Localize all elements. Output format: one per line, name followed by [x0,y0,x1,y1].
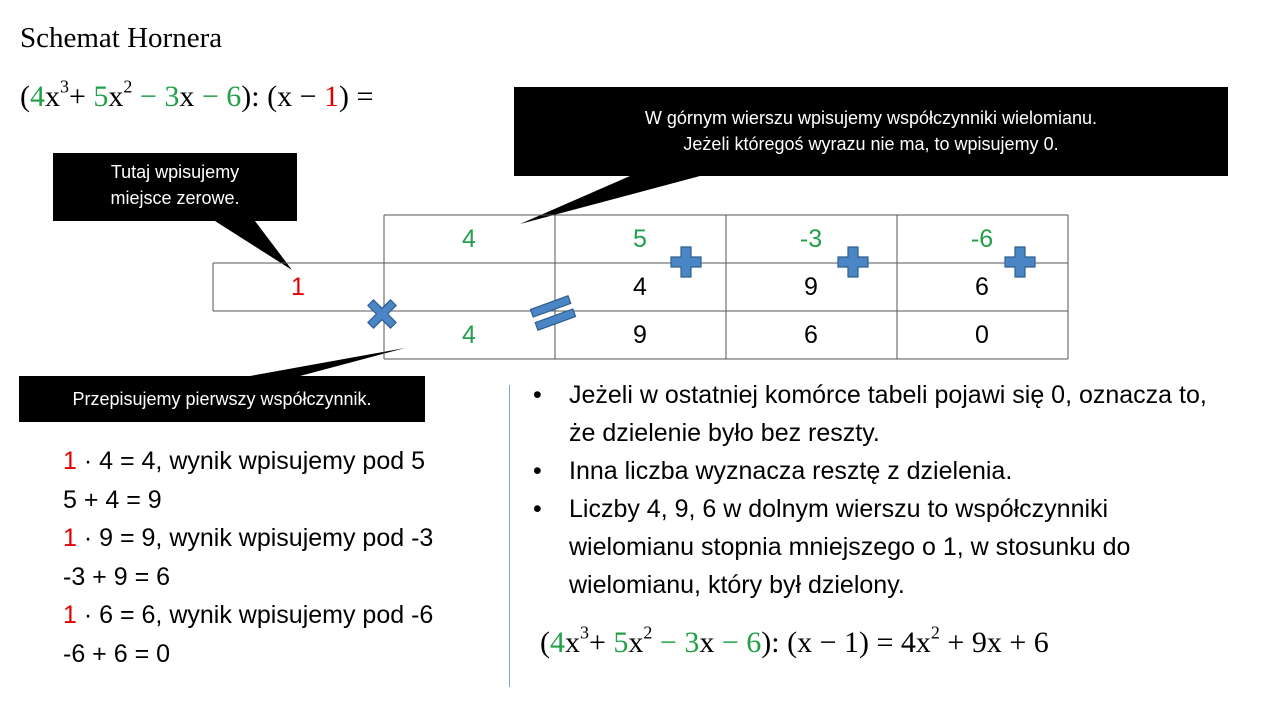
exp-result: 2 [930,622,940,643]
middle-cell: 6 [975,273,989,301]
column-divider [509,385,510,687]
bottom-cell: 9 [633,321,647,349]
step-line [63,442,433,481]
bottom-cell: 4 [462,321,476,349]
callout-text: W górnym wierszu wpisujemy współczynniki wielomianu. [644,108,1098,128]
callout-text: miejsce zerowe. [110,188,240,208]
eq-minus: − [194,80,227,113]
slide-title: Schemat Hornera [20,22,223,54]
step-line [63,596,433,635]
step-line [63,519,433,558]
step-text: · 4 = 4, wynik wpisujemy pod 5 [76,447,425,475]
explanation-bullets [533,376,1233,604]
eq-x: x [699,626,715,659]
eq-result: ): (x − 1) = 4x [761,626,931,659]
step-text: -3 + 9 = 6 [63,562,171,591]
eq-x: x [565,626,580,659]
step-line [63,558,433,597]
zero-cell: 1 [291,273,305,301]
coef-b: 5 [93,80,109,113]
bottom-cell: 6 [804,321,818,349]
step-line [63,481,433,520]
bullet-item: • Liczby 4, 9, 6 w dolnym wierszu to współczynniki wielomianu stopnia mniejszego o 1, w stosunku do wielomianu, który był dzielony. [533,490,1233,604]
eq-x: x [108,80,124,113]
eq-minus: − [132,80,165,113]
step-root: 1 [63,601,77,630]
top-cell: -3 [799,225,823,253]
calculation-steps [63,442,433,674]
eq-divisor: ): (x − [241,80,324,113]
step-line [63,635,433,674]
eq-minus: − [652,626,685,659]
callout-first-coefficient: Przepisujemy pierwszy współczynnik. [19,376,425,422]
step-text: · 9 = 9, wynik wpisujemy pod -3 [76,524,434,553]
top-cell: 5 [633,225,647,253]
coef-d: 6 [226,80,242,113]
exp-2: 2 [643,622,653,643]
result-equation [540,622,1049,660]
eq-root: 1 [324,80,339,113]
step-text: -6 + 6 = 0 [63,639,171,668]
step-text: · 6 = 6, wynik wpisujemy pod -6 [76,601,434,630]
callout-text: Jeżeli któregoś wyrazu nie ma, to wpisujemy 0. [683,134,1059,154]
coef-d: 6 [746,626,762,659]
eq-paren: ( [540,626,550,659]
eq-plus: + [69,80,94,113]
eq-x: x [45,80,60,113]
coef-a: 4 [30,80,45,113]
top-cell: -6 [970,225,994,253]
eq-end: ) = [339,80,374,113]
exp-3: 3 [60,76,69,97]
bullet-item: • Inna liczba wyznacza resztę z dzielenia. [533,452,1233,490]
eq-x: x [628,626,644,659]
coef-c: 3 [164,80,180,113]
callout-text: Tutaj wpisujemy [110,162,240,182]
eq-paren: ( [20,80,30,113]
step-root: 1 [63,524,77,553]
eq-tail: + 9x + 6 [939,626,1049,659]
bullet-item: • Jeżeli w ostatniej komórce tabeli pojawi się 0, oznacza to, że dzielenie było bez reszty. [533,376,1233,452]
coef-a: 4 [550,626,565,659]
exp-2: 2 [123,76,133,97]
middle-cell: 4 [633,273,647,301]
eq-x: x [179,80,195,113]
eq-minus: − [714,626,747,659]
exp-3: 3 [580,622,589,643]
top-cell: 4 [462,225,476,253]
middle-cell: 9 [804,273,818,301]
bottom-cell: 0 [975,321,989,349]
eq-plus: + [589,626,614,659]
step-text: 5 + 4 = 9 [63,485,162,514]
step-root: 1 [63,447,77,475]
coef-b: 5 [613,626,629,659]
coef-c: 3 [684,626,700,659]
